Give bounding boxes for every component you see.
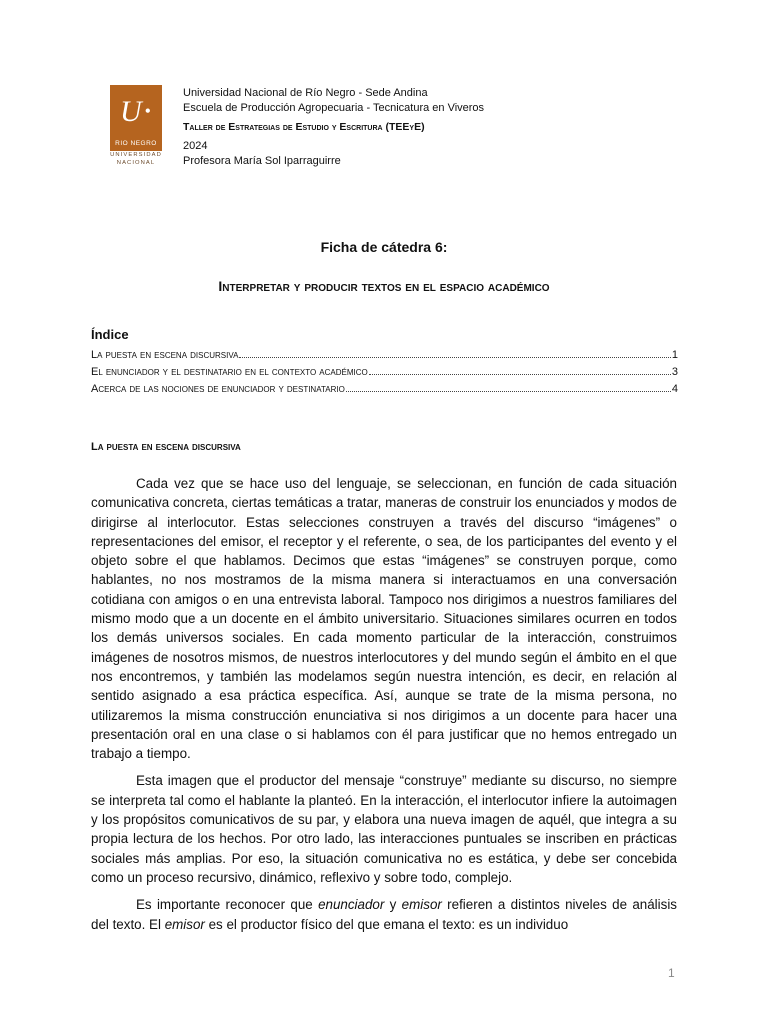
header-course: Taller de Estrategias de Estudio y Escritura (TEEyE) xyxy=(183,121,425,133)
paragraph: Esta imagen que el productor del mensaje “construye” mediante su discurso, no siempre se interpreta tal como el hablante la planteó. En la interacción, el interlocutor infiere la autoimagen y los propósitos comunicativos de su par, y elabora una nueva imagen de aquél, que integra a su propia lectura de los hechos. Por otro lado, las interacciones puntuales se inscriben en prácticas sociales más amplias. Por eso, la situación comunicativa no es estática, y debe ser concebida como un proceso recursivo, dinámico, reflexivo y sobre todo, complejo. xyxy=(91,773,677,885)
logo-emblem xyxy=(110,85,162,151)
header-university: Universidad Nacional de Río Negro - Sede Andina xyxy=(183,87,428,99)
document-header xyxy=(183,86,484,169)
toc-leader xyxy=(239,357,670,358)
toc-entry-page: 3 xyxy=(671,366,678,378)
section-body xyxy=(91,474,677,942)
term-enunciador: enunciador xyxy=(318,897,385,913)
toc-entry[interactable] xyxy=(91,381,678,398)
page-title: Ficha de cátedra 6: xyxy=(320,239,448,255)
toc-entry-page: 1 xyxy=(671,349,678,361)
logo-rio-negro: RIO NEGRO xyxy=(115,140,157,147)
logo-nacional: NACIONAL xyxy=(116,160,156,166)
toc-entry[interactable] xyxy=(91,347,678,364)
header-year: 2024 xyxy=(183,140,208,152)
toc-entry-page: 4 xyxy=(671,383,678,395)
toc-entry-title: El enunciador y el destinatario en el contexto académico xyxy=(91,366,368,378)
paragraph: Es importante reconocer que enunciador y emisor refieren a distintos niveles de análisis del texto. El emisor es el productor físico del que emana el texto: es un individuo xyxy=(91,897,677,932)
toc-leader xyxy=(369,374,671,375)
section-heading: La puesta en escena discursiva xyxy=(91,441,241,453)
term-emisor: emisor xyxy=(164,916,205,932)
term-emisor: emisor xyxy=(401,897,442,913)
table-of-contents xyxy=(91,347,678,398)
toc-entry-title: La puesta en escena discursiva xyxy=(91,349,239,361)
toc-entry[interactable] xyxy=(91,364,678,381)
logo-universidad: UNIVERSIDAD xyxy=(110,152,162,158)
index-heading: Índice xyxy=(91,327,129,342)
toc-leader xyxy=(346,391,671,392)
logo-dot: • xyxy=(144,101,152,121)
header-school: Escuela de Producción Agropecuaria - Tecnicatura en Viveros xyxy=(183,102,485,114)
toc-entry-title: Acerca de las nociones de enunciador y destinatario xyxy=(91,383,345,395)
paragraph: Cada vez que se hace uso del lenguaje, se seleccionan, en función de cada situación comunicativa concreta, ciertas temáticas a tratar, maneras de construir los enunciados y modos de dirigirse al interlocutor. Estas selecciones construyen a través del discurso “imágenes” o representaciones del emisor, el receptor y el referente, o sea, de los participantes del evento y el objeto sobre el que hablamos. Decimos que estas “imágenes” se construyen porque, como hablantes, no nos mostramos de la misma manera si interactuamos en una conversación cotidiana con amigos o en una entrevista laboral. Tampoco nos dirigimos a nuestros familiares del mismo modo que a un docente en el ámbito universitario. Situaciones similares ocurren en todos los demás universos sociales. En cada momento particular de la interacción, construimos imágenes de nosotros mismos, de nuestros interlocutores y del mundo según el ámbito en el que nos encontremos, y también las modelamos según nuestra intención, es decir, en relación al sentido asignado a esa práctica específica. Así, aunque se trate de la misma persona, no utilizaremos la misma construcción enunciativa si nos dirigimos a un docente para hacer una presentación oral en una clase o si hablamos con él para justificar que no hemos entregado un trabajo a tiempo. xyxy=(91,476,677,762)
page-subtitle: Interpretar y producir textos en el espacio académico xyxy=(218,278,550,294)
university-logo xyxy=(110,85,162,165)
header-teacher: Profesora María Sol Iparraguirre xyxy=(183,155,341,167)
page-number: 1 xyxy=(668,966,675,980)
logo-letter: U xyxy=(120,95,143,128)
